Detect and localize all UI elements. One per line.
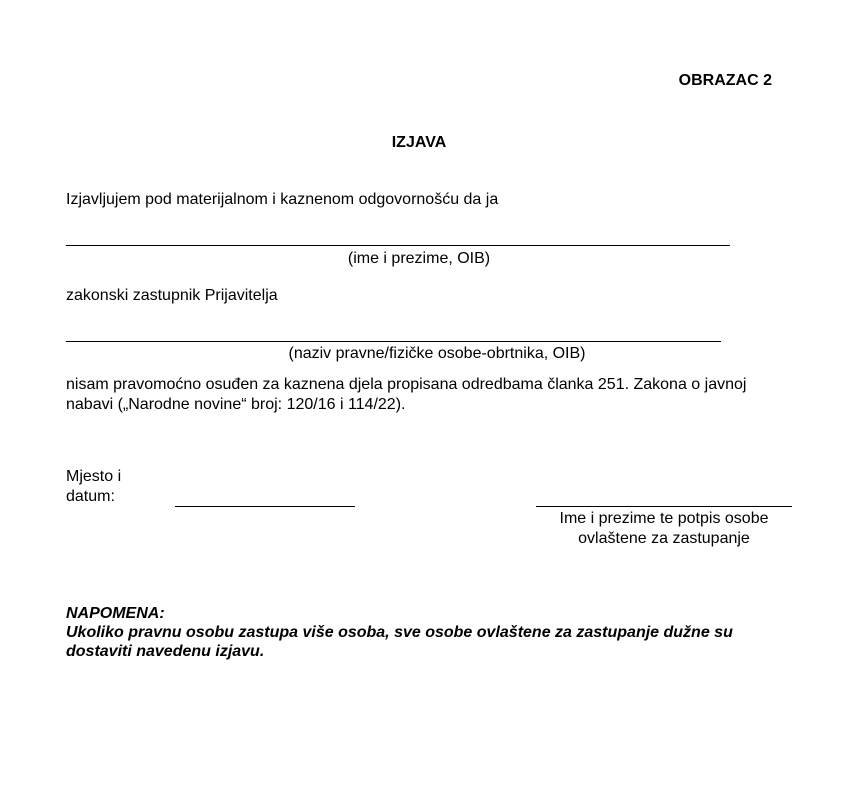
signature-caption bbox=[536, 509, 792, 549]
person-fill-line[interactable] bbox=[66, 245, 730, 246]
note-title: NAPOMENA: bbox=[66, 605, 165, 622]
declaration-intro: Izjavljujem pod materijalnom i kaznenom odgovornošću da ja bbox=[66, 191, 499, 208]
note-block bbox=[66, 604, 786, 661]
form-number: OBRAZAC 2 bbox=[678, 72, 772, 89]
place-date-fill-line[interactable] bbox=[175, 506, 355, 507]
document-title: IZJAVA bbox=[391, 134, 447, 151]
representative-label: zakonski zastupnik Prijavitelja bbox=[66, 287, 278, 304]
place-date-label bbox=[66, 467, 121, 507]
place-date-label-line1: Mjesto i bbox=[66, 468, 122, 485]
signature-caption-line2: ovlaštene za zastupanje bbox=[578, 530, 750, 547]
entity-caption: (naziv pravne/fizičke osobe-obrtnika, OIB) bbox=[288, 345, 586, 362]
entity-fill-line[interactable] bbox=[66, 341, 721, 342]
signature-fill-line[interactable] bbox=[536, 506, 792, 507]
note-text: Ukoliko pravnu osobu zastupa više osoba, sve osobe ovlaštene za zastupanje dužne su dostaviti navedenu izjavu. bbox=[66, 624, 733, 660]
place-date-label-line2: datum: bbox=[66, 488, 115, 505]
signature-caption-line1: Ime i prezime te potpis osobe bbox=[559, 510, 769, 527]
statement-text: nisam pravomoćno osuđen za kaznena djela propisana odredbama članka 251. Zakona o javnoj nabavi („Narodne novine“ broj: 120/16 i 114/22). bbox=[66, 376, 747, 413]
person-caption: (ime i prezime, OIB) bbox=[347, 250, 491, 267]
